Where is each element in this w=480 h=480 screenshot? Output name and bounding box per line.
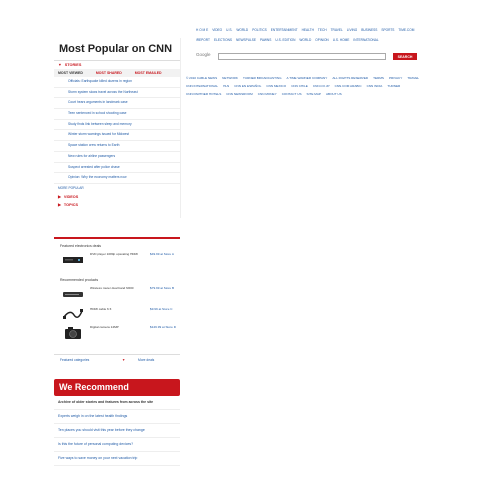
nav-link[interactable]: U.S.	[226, 28, 233, 32]
list-item[interactable]: Winter storm warnings issued for Midwest	[54, 130, 180, 141]
nav-link[interactable]: H O M E	[196, 28, 209, 32]
product-item[interactable]	[54, 323, 180, 345]
footer-links-row-1	[186, 74, 434, 82]
product-price[interactable]: $49.99 at Store A	[150, 252, 174, 256]
list-item[interactable]: Study finds link between sleep and memory	[54, 120, 180, 131]
product-price[interactable]: $9.99 at Store C	[150, 307, 173, 311]
nav-link[interactable]: ENTERTAINMENT	[270, 28, 298, 32]
more-deals-link[interactable]: More deals	[138, 358, 155, 362]
stories-toggle[interactable]	[54, 61, 180, 69]
category-select[interactable]: Featured categories	[60, 358, 90, 362]
nav-link[interactable]: TECH	[317, 28, 327, 32]
footer-link[interactable]: © 2010 CABLE NEWS	[186, 76, 218, 80]
footer-link[interactable]: CONTACT US	[281, 92, 302, 96]
search-button[interactable]: SEARCH	[393, 53, 417, 60]
recommended-link[interactable]: Is this the future of personal computing devices?	[54, 438, 180, 452]
we-recommend-title: We Recommend	[54, 379, 180, 396]
cable-icon	[62, 307, 84, 321]
footer-link[interactable]: CNN INDIA	[366, 84, 383, 88]
nav-link[interactable]: TIME.COM	[398, 28, 415, 32]
nav-link[interactable]: TRAVEL	[330, 28, 343, 32]
product-name: HDMI cable 6 ft	[90, 307, 112, 311]
list-item[interactable]: Court hears arguments in landmark case	[54, 98, 180, 109]
recommended-link[interactable]: Five ways to save money on your next vacation trip	[54, 452, 180, 466]
shop-footer	[54, 354, 180, 365]
nav-link[interactable]: iREPORT	[196, 38, 210, 42]
footer-link[interactable]: TRAVEL	[407, 76, 420, 80]
nav-link[interactable]: LIVING	[346, 28, 358, 32]
videos-toggle[interactable]	[54, 193, 180, 201]
more-popular-link[interactable]: MORE POPULAR	[58, 185, 84, 190]
list-item[interactable]: Teen sentenced in school shooting case	[54, 109, 180, 120]
chevron-down-icon: ▼	[58, 63, 62, 67]
chevron-down-icon[interactable]: ▼	[122, 358, 126, 362]
nav-link[interactable]: BUSINESS	[361, 28, 378, 32]
nav-link[interactable]: POLITICS	[252, 28, 267, 32]
footer-link[interactable]: NETWORK	[222, 76, 238, 80]
camera-icon	[62, 326, 84, 340]
we-recommend-list	[54, 396, 180, 466]
nav-link[interactable]: OPINION	[315, 38, 329, 42]
product-price[interactable]: $129.99 at Store D	[150, 325, 176, 329]
search-bar	[196, 52, 426, 64]
topics-label: TOPICS	[63, 202, 78, 207]
footer-link[interactable]: CNN.COM ARABIC	[334, 84, 362, 88]
we-recommend-module	[54, 379, 180, 466]
footer-link[interactable]: SITE MAP	[306, 92, 321, 96]
nav-link[interactable]: U.S. HOME	[332, 38, 350, 42]
footer-link[interactable]: TERMS	[373, 76, 384, 80]
most-popular-title: Most Popular on CNN	[54, 38, 180, 61]
most-popular-module	[54, 38, 181, 218]
nav-link[interactable]: WORLD	[299, 38, 312, 42]
footer-link[interactable]: TURNER BROADCASTING	[242, 76, 282, 80]
product-name: DVD player 1080p upscaling HDMI	[90, 252, 138, 256]
nav-link[interactable]: PAWNS	[260, 38, 272, 42]
footer-link[interactable]: CNN EN ESPAÑOL	[234, 84, 262, 88]
nav-link[interactable]: VIDEO	[212, 28, 223, 32]
footer-link[interactable]: TURNER	[387, 84, 401, 88]
list-item[interactable]: New rules for airline passengers	[54, 152, 180, 163]
footer-link[interactable]: CNN PARTNER HOTELS	[186, 92, 222, 96]
shop-header: Recommended products	[60, 278, 99, 282]
footer-link[interactable]: CNN MONEY	[257, 92, 277, 96]
recommended-link[interactable]: Archive of older stories and features from across the site	[54, 396, 180, 410]
list-item[interactable]: Storm system slows travel across the Northeast	[54, 88, 180, 99]
recommended-link[interactable]: Ten places you should visit this year before they change	[54, 424, 180, 438]
footer-link[interactable]: ABOUT US	[325, 92, 342, 96]
top-nav-row-2	[196, 36, 426, 46]
product-item[interactable]	[54, 307, 180, 323]
tab-most-shared[interactable]: MOST SHARED	[95, 71, 122, 75]
nav-link[interactable]: HEALTH	[301, 28, 314, 32]
videos-label: VIDEOS	[63, 194, 79, 199]
list-item[interactable]: Space station crew returns to Earth	[54, 141, 180, 152]
list-item[interactable]: Officials: Earthquake killed dozens in region	[54, 77, 180, 88]
router-icon	[62, 287, 84, 301]
list-item[interactable]: Suspect arrested after police chase	[54, 163, 180, 174]
footer-link[interactable]: PRIVACY	[388, 76, 403, 80]
stories-label: STORIES	[64, 63, 82, 67]
shop-header: Featured electronics deals	[60, 244, 102, 248]
nav-link[interactable]: INTERNATIONAL	[353, 38, 379, 42]
nav-link[interactable]: U.S. EDITION	[275, 38, 296, 42]
footer-link[interactable]: A TIME WARNER COMPANY	[286, 76, 328, 80]
footer-links-row-2	[186, 82, 434, 90]
dvd-player-icon	[62, 253, 84, 267]
nav-link[interactable]: ELECTIONS	[213, 38, 233, 42]
footer-link[interactable]: CNN NEWSROOM	[226, 92, 253, 96]
footer-link[interactable]: ALL RIGHTS RESERVED	[332, 76, 369, 80]
footer-link[interactable]: CNN CHILE	[291, 84, 308, 88]
footer-link[interactable]: CNN MEXICO	[266, 84, 287, 88]
section-divider	[54, 237, 180, 239]
nav-link[interactable]: SPORTS	[381, 28, 395, 32]
tab-most-viewed[interactable]: MOST VIEWED	[58, 71, 83, 75]
product-name: Wireless router dual band N600	[90, 286, 134, 290]
product-price[interactable]: $79.99 at Store B	[150, 286, 175, 290]
chevron-right-icon: ▶	[58, 194, 61, 199]
chevron-right-icon: ▶	[58, 202, 61, 207]
footer-links	[186, 74, 434, 98]
top-navigation	[196, 26, 426, 46]
nav-link[interactable]: NEWSPULSE	[236, 38, 257, 42]
tab-most-emailed[interactable]: MOST EMAILED	[134, 71, 162, 75]
list-item[interactable]: Opinion: Why the economy matters now	[54, 173, 180, 184]
product-name: Digital camera 14MP	[90, 325, 119, 329]
footer-link[interactable]: HLN	[223, 84, 230, 88]
footer-link[interactable]: CNN.CO.JP	[312, 84, 330, 88]
topics-toggle[interactable]	[54, 201, 180, 209]
top-nav-row-1	[196, 26, 426, 36]
google-logo: Google	[196, 52, 211, 57]
search-input[interactable]	[218, 53, 386, 60]
product-item[interactable]	[54, 250, 180, 273]
footer-link[interactable]: CNN INTERNATIONAL	[186, 84, 219, 88]
recommended-link[interactable]: Experts weigh in on the latest health findings	[54, 410, 180, 424]
product-item[interactable]	[54, 284, 180, 307]
nav-link[interactable]: WORLD	[236, 28, 249, 32]
footer-links-row-3	[186, 90, 434, 98]
most-popular-list	[54, 77, 180, 184]
most-popular-tabs	[54, 69, 180, 77]
shopping-module	[54, 242, 180, 367]
